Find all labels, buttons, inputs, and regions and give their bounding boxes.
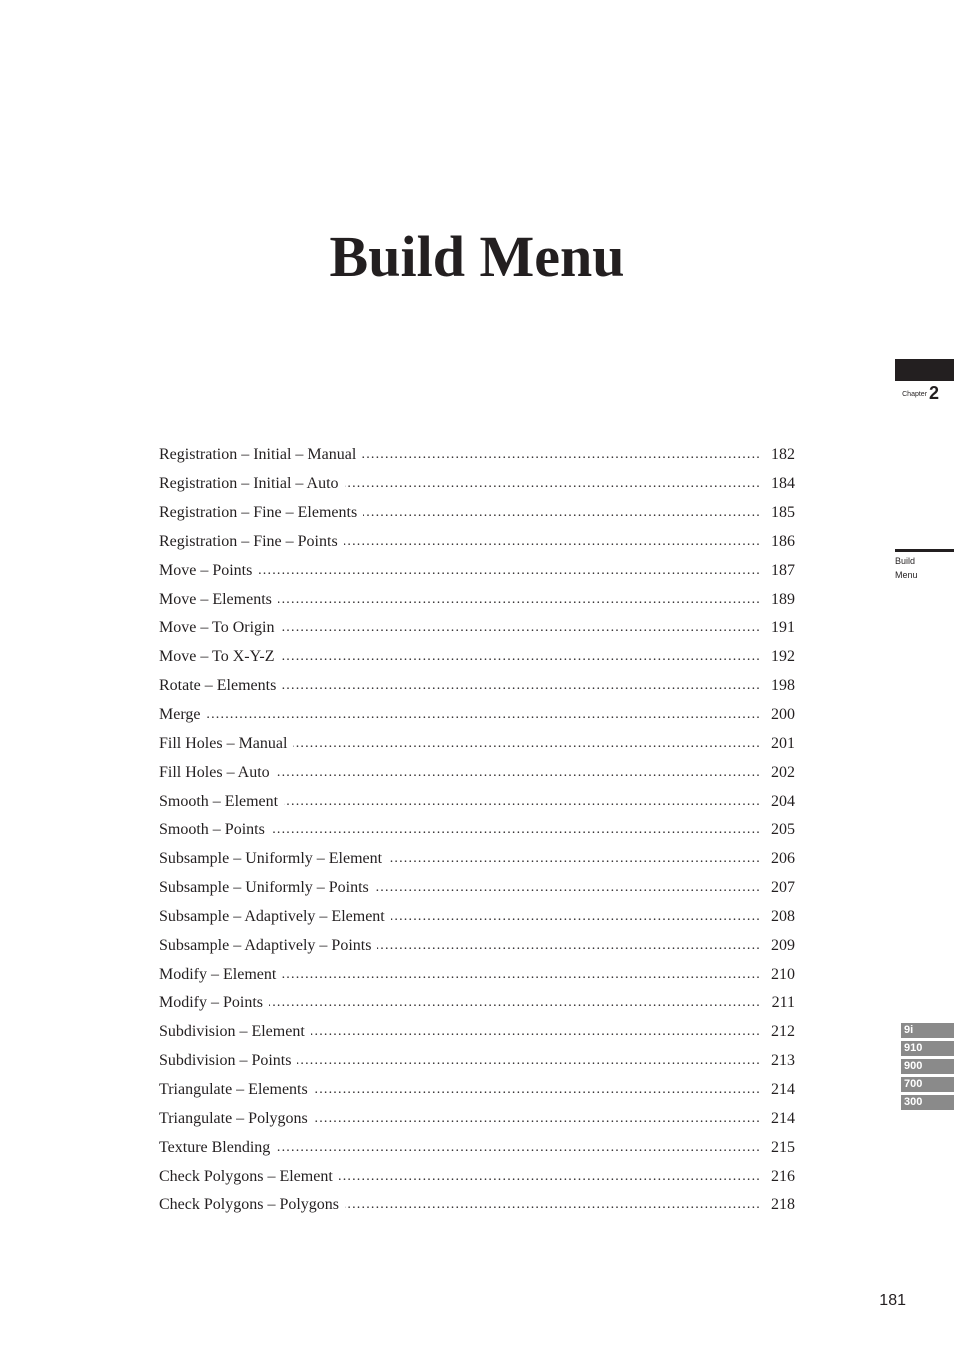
toc-entry-page: 213 bbox=[771, 1052, 795, 1070]
toc-entry-label: Subsample – Adaptively – Points bbox=[159, 936, 372, 954]
toc-entry[interactable] bbox=[159, 816, 795, 845]
model-badge: 900 bbox=[901, 1059, 954, 1074]
toc-entry-page: 206 bbox=[771, 850, 795, 868]
section-label-line1: Build bbox=[895, 556, 916, 566]
page-number: 181 bbox=[879, 1292, 906, 1309]
toc-dot-leader bbox=[391, 907, 761, 927]
toc-entry[interactable] bbox=[159, 614, 795, 643]
toc-dot-leader bbox=[375, 878, 761, 898]
toc-entry[interactable] bbox=[159, 931, 795, 960]
toc-entry[interactable] bbox=[159, 787, 795, 816]
toc-dot-leader bbox=[280, 618, 761, 638]
toc-dot-leader bbox=[293, 734, 761, 754]
toc-entry[interactable] bbox=[159, 499, 795, 528]
toc-entry-label: Rotate – Elements bbox=[159, 677, 277, 695]
toc-dot-leader bbox=[297, 1051, 761, 1071]
toc-entry[interactable] bbox=[159, 470, 795, 499]
toc-entry-label: Check Polygons – Element bbox=[159, 1167, 333, 1185]
toc-dot-leader bbox=[362, 445, 761, 465]
toc-entry-page: 186 bbox=[771, 532, 795, 550]
toc-entry-label: Modify – Points bbox=[159, 994, 264, 1012]
toc-entry-label: Move – Elements bbox=[159, 590, 272, 608]
toc-entry-page: 184 bbox=[771, 475, 795, 493]
toc-dot-leader bbox=[276, 763, 761, 783]
toc-entry-label: Subdivision – Points bbox=[159, 1052, 292, 1070]
toc-entry-label: Move – To Origin bbox=[159, 619, 275, 637]
chapter-tab bbox=[895, 359, 954, 381]
toc-entry-label: Subsample – Uniformly – Points bbox=[159, 879, 369, 897]
toc-dot-leader bbox=[280, 647, 761, 667]
toc-entry[interactable] bbox=[159, 643, 795, 672]
toc-entry-page: 215 bbox=[771, 1138, 795, 1156]
toc-entry-label: Smooth – Element bbox=[159, 792, 279, 810]
toc-dot-leader bbox=[206, 705, 761, 725]
toc-entry-label: Smooth – Points bbox=[159, 821, 265, 839]
toc-entry-page: 211 bbox=[771, 994, 795, 1012]
toc-entry-page: 209 bbox=[771, 936, 795, 954]
toc-entry-page: 200 bbox=[771, 706, 795, 724]
toc-entry[interactable] bbox=[159, 585, 795, 614]
toc-dot-leader bbox=[345, 1195, 761, 1215]
toc-entry[interactable] bbox=[159, 989, 795, 1018]
toc-entry[interactable] bbox=[159, 960, 795, 989]
toc-dot-leader bbox=[311, 1022, 761, 1042]
toc-entry[interactable] bbox=[159, 729, 795, 758]
toc-entry-label: Triangulate – Polygons bbox=[159, 1109, 308, 1127]
toc-entry[interactable] bbox=[159, 903, 795, 932]
toc-dot-leader bbox=[344, 532, 761, 552]
toc-entry-label: Registration – Initial – Auto bbox=[159, 475, 339, 493]
toc-entry-label: Triangulate – Elements bbox=[159, 1080, 308, 1098]
toc-dot-leader bbox=[388, 849, 761, 869]
toc-entry[interactable] bbox=[159, 672, 795, 701]
toc-entry-page: 204 bbox=[771, 792, 795, 810]
toc-dot-leader bbox=[314, 1109, 761, 1129]
toc-entry[interactable] bbox=[159, 758, 795, 787]
chapter-number: 2 bbox=[928, 383, 939, 403]
chapter-word: Chapter bbox=[902, 391, 928, 398]
page-title: Build Menu bbox=[329, 224, 625, 289]
toc-entry-page: 185 bbox=[771, 504, 795, 522]
toc-entry-page: 198 bbox=[771, 677, 795, 695]
chapter-label bbox=[897, 383, 939, 405]
toc-entry[interactable] bbox=[159, 1162, 795, 1191]
toc-dot-leader bbox=[278, 590, 761, 610]
toc-entry-label: Move – To X-Y-Z bbox=[159, 648, 275, 666]
toc-dot-leader bbox=[282, 965, 761, 985]
toc-dot-leader bbox=[269, 993, 761, 1013]
toc-entry[interactable] bbox=[159, 1076, 795, 1105]
model-badge: 910 bbox=[901, 1041, 954, 1056]
model-badge: 9i bbox=[901, 1023, 954, 1038]
toc-entry[interactable] bbox=[159, 1018, 795, 1047]
toc-dot-leader bbox=[363, 503, 761, 523]
toc-dot-leader bbox=[345, 474, 761, 494]
toc-entry-label: Fill Holes – Manual bbox=[159, 734, 288, 752]
toc-entry-label: Subsample – Adaptively – Element bbox=[159, 907, 385, 925]
toc-entry-page: 192 bbox=[771, 648, 795, 666]
toc-entry[interactable] bbox=[159, 441, 795, 470]
toc-entry-label: Registration – Fine – Elements bbox=[159, 504, 358, 522]
toc-entry-page: 182 bbox=[771, 446, 795, 464]
toc-entry[interactable] bbox=[159, 1133, 795, 1162]
toc-dot-leader bbox=[314, 1080, 761, 1100]
model-badge: 700 bbox=[901, 1077, 954, 1092]
toc-entry-label: Texture Blending bbox=[159, 1138, 271, 1156]
section-label-line2: Menu bbox=[895, 570, 918, 580]
toc-entry-page: 189 bbox=[771, 590, 795, 608]
toc-entry-page: 212 bbox=[771, 1023, 795, 1041]
toc-entry[interactable] bbox=[159, 1191, 795, 1220]
toc-entry-label: Subdivision – Element bbox=[159, 1023, 305, 1041]
toc-entry[interactable] bbox=[159, 1047, 795, 1076]
toc-entry-page: 216 bbox=[771, 1167, 795, 1185]
toc-entry-label: Registration – Fine – Points bbox=[159, 532, 338, 550]
toc-entry-page: 214 bbox=[771, 1080, 795, 1098]
toc-entry-page: 210 bbox=[771, 965, 795, 983]
toc-dot-leader bbox=[339, 1167, 761, 1187]
toc-entry[interactable] bbox=[159, 701, 795, 730]
toc-entry-page: 207 bbox=[771, 879, 795, 897]
toc-entry-page: 218 bbox=[771, 1196, 795, 1214]
toc-entry-label: Merge bbox=[159, 706, 201, 724]
toc-entry-page: 208 bbox=[771, 907, 795, 925]
toc-dot-leader bbox=[282, 676, 761, 696]
section-label bbox=[895, 554, 953, 582]
model-badge: 300 bbox=[901, 1095, 954, 1110]
toc-dot-leader bbox=[284, 792, 761, 812]
toc-entry-page: 202 bbox=[771, 763, 795, 781]
toc-entry[interactable] bbox=[159, 556, 795, 585]
toc-dot-leader bbox=[377, 936, 761, 956]
toc-entry-page: 187 bbox=[771, 561, 795, 579]
toc-entry-label: Check Polygons – Polygons bbox=[159, 1196, 340, 1214]
toc-entry[interactable] bbox=[159, 845, 795, 874]
toc-entry-page: 201 bbox=[771, 734, 795, 752]
toc-entry-page: 191 bbox=[771, 619, 795, 637]
toc-entry-label: Fill Holes – Auto bbox=[159, 763, 270, 781]
toc-entry-page: 205 bbox=[771, 821, 795, 839]
toc-entry-label: Move – Points bbox=[159, 561, 253, 579]
toc-entry[interactable] bbox=[159, 874, 795, 903]
toc-dot-leader bbox=[276, 1138, 761, 1158]
toc-entry-label: Registration – Initial – Manual bbox=[159, 446, 357, 464]
toc-entry[interactable] bbox=[159, 528, 795, 557]
table-of-contents bbox=[159, 441, 795, 1220]
toc-dot-leader bbox=[258, 561, 761, 581]
section-rule bbox=[895, 549, 954, 552]
toc-entry-label: Modify – Element bbox=[159, 965, 277, 983]
toc-entry-page: 214 bbox=[771, 1109, 795, 1127]
toc-entry[interactable] bbox=[159, 1104, 795, 1133]
model-list bbox=[901, 1023, 954, 1113]
toc-dot-leader bbox=[271, 820, 761, 840]
toc-entry-label: Subsample – Uniformly – Element bbox=[159, 850, 383, 868]
